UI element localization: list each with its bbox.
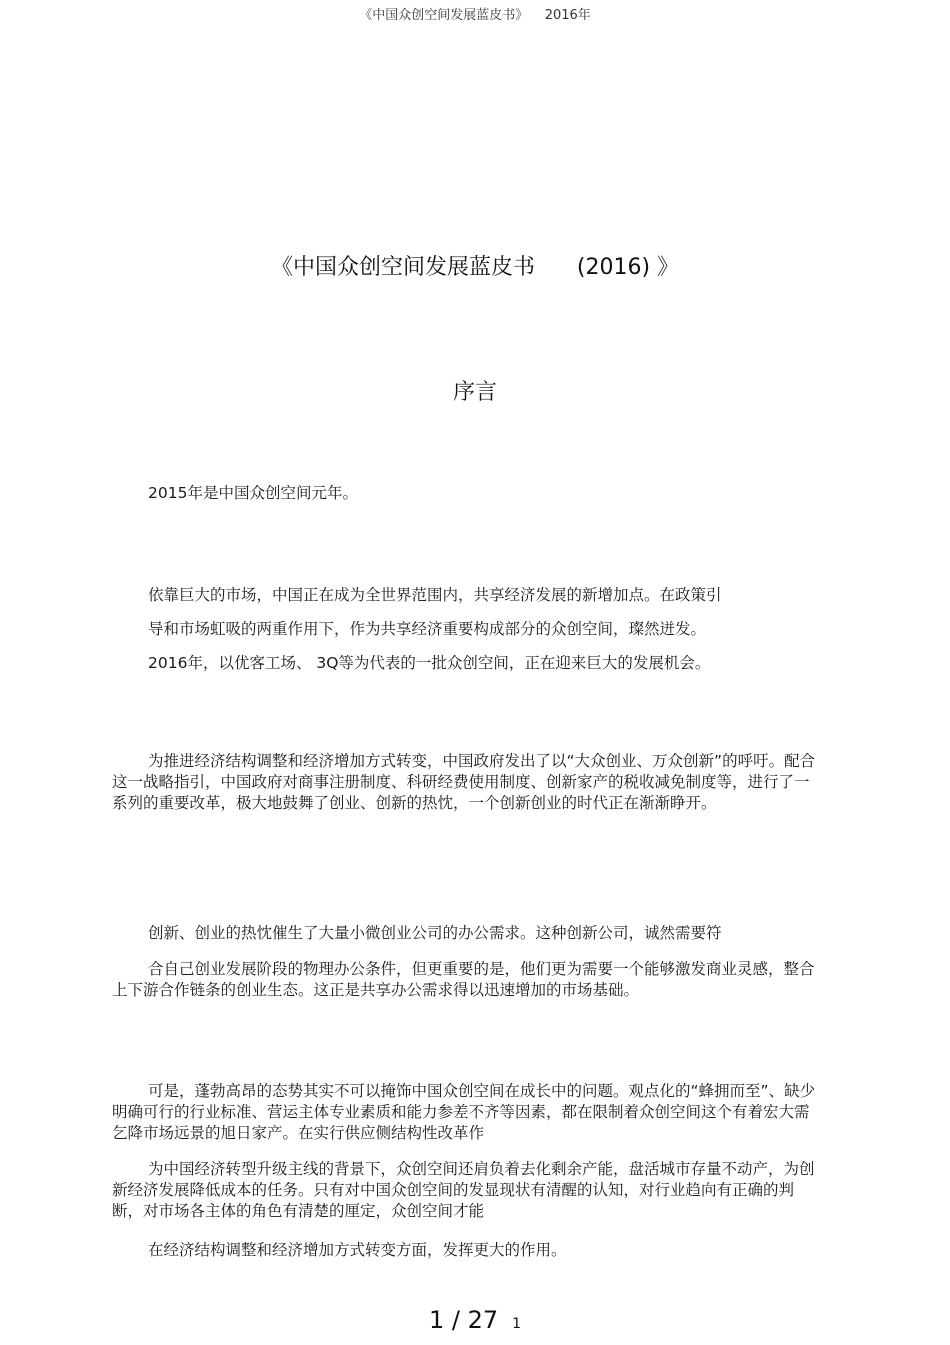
section-heading: 序言 [452, 380, 497, 405]
document-title: 《中国众创空间发展蓝皮书 (2016) 》 [270, 255, 680, 280]
paragraph-5: 可是，蓬勃高昂的态势其实不可以掩饰中国众创空间在成长中的问题。观点化的“蜂拥而至”、缺少明确可行的行业标准、营运主体专业素质和能力参差不齐等因素，都在限制着众创空间这个有着宏大需乞降市场远景的旭日家产。在实行供应侧结构性改革作 [112, 1082, 816, 1142]
paragraph-2-line-3: 2016年，以优客工场、 3Q等为代表的一批众创空间，正在迎来巨大的发展机会。 [148, 654, 711, 672]
paragraph-6: 为中国经济转型升级主线的背景下，众创空间还肩负着去化剩余产能，盘活城市存量不动产，为创新经济发展降低成本的任务。只有对中国众创空间的发显现状有清醒的认知，对行业趋向有正确的判断，对市场各主体的角色有清楚的厘定，众创空间才能 [112, 1160, 815, 1220]
paragraph-2-line-2: 导和市场虹吸的两重作用下，作为共享经济重要构成部分的众创空间，璨然迸发。 [148, 620, 707, 638]
paragraph-4-line-1: 创新、创业的热忱催生了大量小微创业公司的办公需求。这种创新公司，诚然需要符 [148, 924, 722, 942]
running-header: 《中国众创空间发展蓝皮书》 2016年 [359, 8, 591, 23]
paragraph-1: 2015年是中国众创空间元年。 [148, 484, 358, 502]
page-footer [0, 1306, 950, 1334]
paragraph-4-cont: 合自己创业发展阶段的物理办公条件，但更重要的是，他们更为需要一个能够激发商业灵感，整合上下游合作链条的创业生态。这正是共享办公需求得以迅速增加的市场基础。 [112, 960, 815, 999]
paragraph-7: 在经济结构调整和经济增加方式转变方面，发挥更大的作用。 [148, 1241, 567, 1259]
paragraph-3: 为推进经济结构调整和经济增加方式转变，中国政府发出了以“大众创业、万众创新”的呼吁。配合这一战略指引，中国政府对商事注册制度、科研经费使用制度、创新家产的税收减免制度等，进行了一系列的重要改革，极大地鼓舞了创业、创新的热忱，一个创新创业的时代正在渐渐睁开。 [112, 752, 816, 812]
page-indicator: 1 / 27 [428, 1306, 499, 1334]
paragraph-2-line-1: 依靠巨大的市场，中国正在成为全世界范围内，共享经济发展的新增加点。在政策引 [148, 586, 722, 604]
page-number: 1 [512, 1316, 522, 1332]
